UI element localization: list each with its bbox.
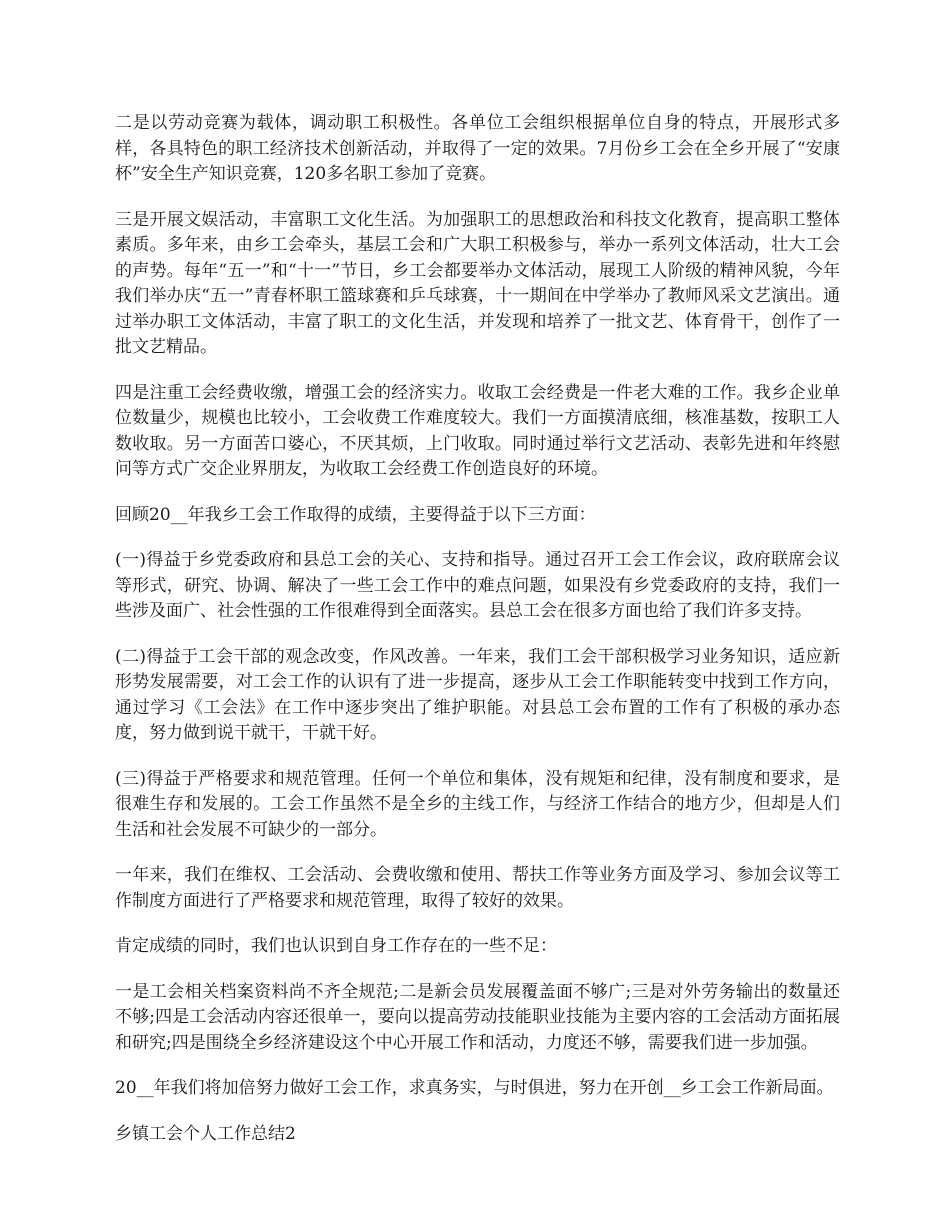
paragraph-benefit-three: (三)得益于严格要求和规范管理。任何一个单位和集体，没有规矩和纪律，没有制度和要求，是很难生存和发展的。工会工作虽然不是全乡的主线工作，与经济工作结合的地方少，但却是人们生活和社会发展不可缺少的一部分。 <box>115 768 840 840</box>
paragraph-year-review: 一年来，我们在维权、工会活动、会费收缴和使用、帮扶工作等业务方面及学习、参加会议等工作制度方面进行了严格要求和规范管理，取得了较好的效果。 <box>115 865 840 911</box>
paragraph-union-fees: 四是注重工会经费收缴，增强工会的经济实力。收取工会经费是一件老大难的工作。我乡企业单位数量少，规模也比较小，工会收费工作难度较大。我们一方面摸清底细，核准基数，按职工人数收取。另一方面苦口婆心，不厌其烦，上门收取。同时通过举行文艺活动、表彰先进和年终慰问等方式广交企业界朋友，为收取工会经费工作创造良好的环境。 <box>115 382 840 479</box>
section-title: 乡镇工会个人工作总结2 <box>115 1123 296 1144</box>
paragraph-shortcomings-intro: 肯定成绩的同时，我们也认识到自身工作存在的一些不足： <box>115 936 557 956</box>
paragraph-shortcomings-list: 一是工会相关档案资料尚不齐全规范;二是新会员发展覆盖面不够广;三是对外劳务输出的数量还不够;四是工会活动内容还很单一，要向以提高劳动技能职业技能为主要内容的工会活动方面拓展和研究;四是围绕全乡经济建设这个中心开展工作和活动，力度还不够，需要我们进一步加强。 <box>115 981 840 1053</box>
paragraph-benefit-two: (二)得益于工会干部的观念改变，作风改善。一年来，我们工会干部积极学习业务知识，适应新形势发展需要，对工会工作的认识有了进一步提高，逐步从工会工作职能转变中找到工作方向，通过学习《工会法》在工作中逐步突出了维护职能。对县总工会布置的工作有了积极的承办态度，努力做到说干就干，干就干好。 <box>115 646 840 743</box>
paragraph-review-intro: 回顾20__年我乡工会工作取得的成绩，主要得益于以下三方面： <box>115 504 596 525</box>
paragraph-cultural-activities: 三是开展文娱活动，丰富职工文化生活。为加强职工的思想政治和科技文化教育，提高职工整体素质。多年来，由乡工会牵头，基层工会和广大职工积极参与，举办一系列文体活动，壮大工会的声势。每年“五一”和“十一”节日，乡工会都要举办文体活动，展现工人阶级的精神风貌，今年我们举办庆“五一”青春杯职工篮球赛和乒乓球赛，十一期间在中学举办了教师风采文艺演出。通过举办职工文体活动，丰富了职工的文化生活，并发现和培养了一批文艺、体育骨干，创作了一批文艺精品。 <box>115 209 840 357</box>
paragraph-benefit-one: (一)得益于乡党委政府和县总工会的关心、支持和指导。通过召开工会工作会议，政府联席会议等形式，研究、协调、解决了一些工会工作中的难点问题，如果没有乡党委政府的支持，我们一些涉及面广、社会性强的工作很难得到全面落实。县总工会在很多方面也给了我们许多支持。 <box>115 550 840 621</box>
paragraph-next-year-goal: 20__年我们将加倍努力做好工会工作，求真务实，与时俱进，努力在开创__乡工会工作新局面。 <box>115 1078 834 1098</box>
paragraph-labor-competition: 二是以劳动竞赛为载体，调动职工积极性。各单位工会组织根据单位自身的特点，开展形式多样，各具特色的职工经济技术创新活动，并取得了一定的效果。7月份乡工会在全乡开展了“安康杯”安全生产知识竞赛，120多名职工参加了竞赛。 <box>115 113 840 184</box>
document-body <box>115 111 840 1167</box>
